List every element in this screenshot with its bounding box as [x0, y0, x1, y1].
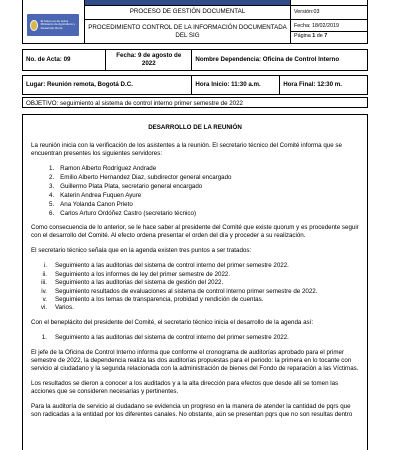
government-logo: [27, 14, 79, 36]
logo-text: El futuro es de todos Ministerio de Agricultura y Desarrollo Rural: [40, 19, 75, 30]
list-item: ii. Seguimiento a los informes de ley del primer semestre de 2022.: [42, 270, 231, 278]
document-header: [22, 0, 368, 44]
logo-cell: [23, 0, 85, 44]
auditoria-paragraph: Para la auditoría de servicio al ciudadano se evidencia un progreso en la manera de atender la cantidad de pqrs que son radicadas a la entidad por los diferentes canales. No obstante, aún se presentan pqrs que no son resultas dentro: [31, 402, 353, 418]
list-item: 1. Seguimiento a las auditorias del sistema de control interno del primer semestre 2022.: [41, 334, 289, 342]
objetivo: OBJETIVO: seguimiento al sistema de control interno primer semestre de 2022: [22, 97, 368, 108]
intro-paragraph: La reunión inicia con la verificación de los asistentes a la reunión. El secretario técnico del Comité informa que se encuentran presentes los siguientes servidores:: [31, 141, 342, 157]
development-item-list: [33, 334, 359, 342]
list-item: 2. Emilio Alberto Hernandez Diaz, subdirector general encargado: [49, 173, 232, 181]
acta-info-table: [22, 49, 368, 95]
list-item: 4. Katerin Andrea Fuquen Ayure: [49, 191, 142, 199]
acta-lugar: Lugar: Reunión remota, Bogotá D.C.: [23, 75, 192, 94]
list-item: i. Seguimiento a las auditorias del sistema de control interno del primer semestre 2022.: [43, 262, 289, 270]
acta-date: Fecha: 9 de agosto de 2022: [106, 50, 192, 71]
date-page-cell: [291, 20, 368, 44]
jefe-paragraph: El jefe de la Oficina de Control Interno informa que conforme el cronograma de auditorías aprobado para el primer semestre de 2022, la dependencia realiza las dos auditorías propuestas para el periodo: la primera en lo tocante con servicio al ciudadano y la segunda relacionada con la administración de bienes del Fondo de reparación a las Víctimas.: [31, 349, 359, 373]
list-item: 1. Ramon Alberto Rodríguez Andrade: [49, 164, 157, 172]
resultados-paragraph: Los resultados se dieron a conocer a los auditados y a la alta dirección para efectos que desde allí se tomen las acciones que se consideren necesarias y pertinentes.: [31, 380, 339, 395]
attendees-list: [49, 165, 359, 218]
header-date: Fecha: 18/02/2019: [291, 22, 367, 32]
list-item: vi. Varios.: [40, 304, 74, 312]
list-item: iv. Seguimiento resultados de evaluaciones al sistema de control interno primer semestre de 2022.: [41, 287, 318, 295]
list-item: 5. Ana Yolanda Canon Prieto: [49, 200, 133, 208]
beneplacito-paragraph: Con el beneplácito del presidente del Comité, el secretario técnico inicia el desarrollo de la agenda así:: [31, 319, 314, 327]
list-item: 6. Carlos Arturo Ordóñez Castro (secretario técnico): [49, 209, 197, 217]
procedure-title: PROCEDIMIENTO CONTROL DE LA INFORMACIÓN DOCUMENTADA DEL SIG: [85, 20, 291, 44]
version-label: Versión:03: [291, 5, 368, 19]
list-item: 3. Guillermo Plata Plata, secretario general encargado: [49, 182, 203, 190]
agenda-intro: El secretario técnico señala que en la agenda existen tres puntos a ser tratados:: [31, 247, 252, 255]
section-title: DESARROLLO DE LA REUNIÓN: [148, 124, 242, 131]
list-item: v. Seguimiento a los temas de transparencia, probidad y rendición de cuentas.: [42, 296, 264, 303]
hora-inicio: Hora Inicio: 11:30 a.m.: [192, 75, 280, 94]
hora-final: Hora Final: 12:30 m.: [280, 75, 368, 94]
acta-dependencia: Nombre Dependencia: Oficina de Control Interno: [192, 50, 368, 71]
meeting-development: [22, 114, 368, 450]
agenda-list: [33, 262, 359, 312]
quorum-paragraph: Como consecuencia de lo anterior, se le hace saber al presidente del Comité que existe quorum y es procedente seguir con el desarrollo del Comité. Al efecto ordena presentar el orden del día y proceder a su realización.: [31, 224, 359, 240]
acta-number: No. de Acta: 09: [23, 50, 106, 71]
seal-icon: [30, 20, 38, 31]
list-item: iii. Seguimiento a las auditorias del sistema de gestión del 2022.: [41, 279, 224, 287]
page-number: Página 1 de 7: [294, 33, 328, 40]
process-title: PROCESO DE GESTIÓN DOCUMENTAL: [85, 5, 291, 19]
